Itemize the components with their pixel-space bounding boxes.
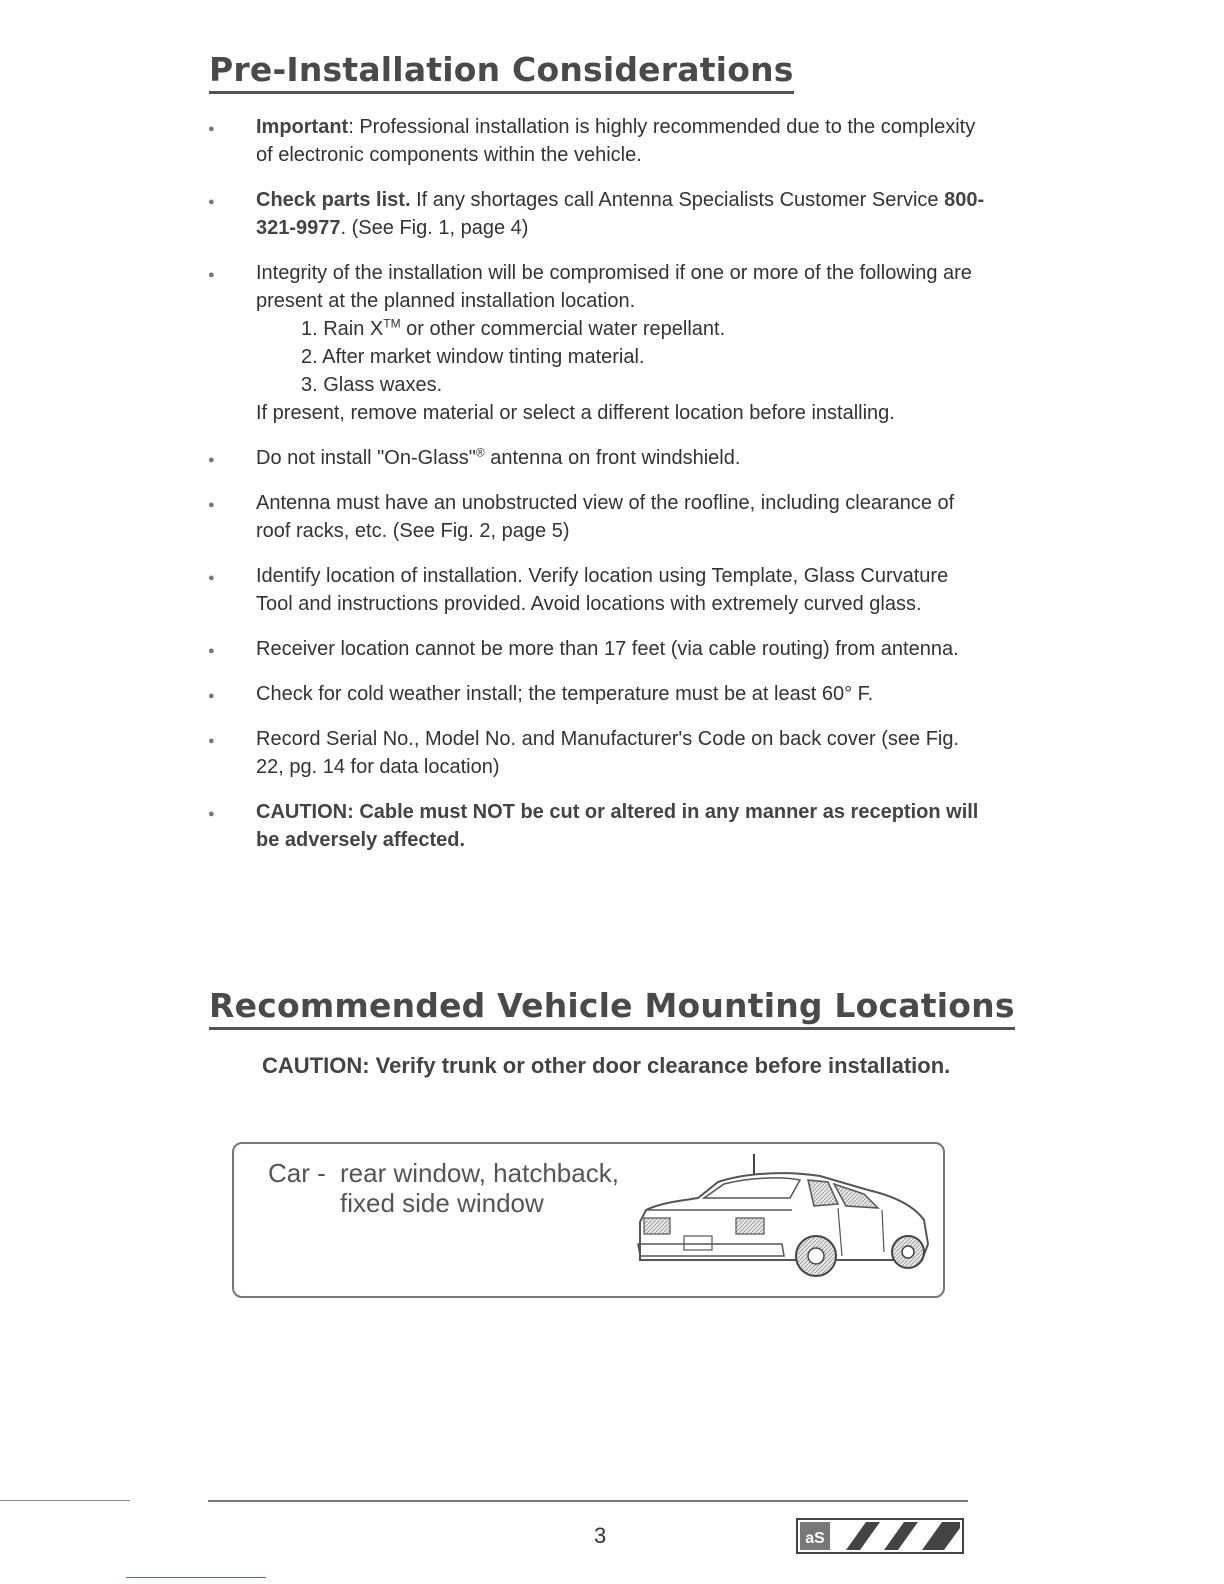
sublist-item: 2. After market window tinting material. — [301, 346, 645, 368]
item-text: : Professional installation is highly recommended due to the complexity of electronic components within the vehicle. — [256, 116, 976, 166]
item-text: Integrity of the installation will be compromised if one or more of the following are present at the planned installation location. — [256, 262, 972, 312]
item-text: Antenna must have an unobstructed view of the roofline, including clearance of roof racks, etc. (See Fig. 2, page 5) — [256, 492, 955, 542]
considerations-list — [206, 113, 986, 871]
item-text-after: antenna on front windshield. — [484, 447, 741, 469]
item-text-after: If present, remove material or select a different location before installing. — [256, 402, 895, 424]
list-item — [206, 562, 986, 618]
footer-rule — [208, 1500, 968, 1502]
footer-link-rule — [126, 1577, 266, 1578]
bold-lead: Important — [256, 116, 349, 138]
bullet-icon: ● — [208, 269, 215, 281]
list-item — [206, 489, 986, 545]
item-text: Do not install "On-Glass" — [256, 447, 476, 469]
trademark-mark: TM — [383, 316, 401, 331]
vehicle-location-box — [232, 1142, 945, 1298]
bullet-icon: ● — [208, 572, 215, 584]
list-item — [206, 680, 986, 708]
list-item — [206, 259, 986, 427]
bullet-icon: ● — [208, 196, 215, 208]
registered-mark: ® — [475, 445, 485, 460]
item-text: If any shortages call Antenna Specialists Customer Service — [410, 189, 945, 211]
sublist-text-after: or other commercial water repellant. — [400, 318, 726, 340]
footer-rule-left — [0, 1500, 130, 1501]
list-item — [206, 798, 986, 854]
vehicle-label-row — [268, 1158, 619, 1189]
item-text-after: . (See Fig. 1, page 4) — [340, 217, 529, 239]
vehicle-location-line2: fixed side window — [340, 1188, 544, 1218]
phone-number: 800-321-9977 — [256, 189, 985, 239]
item-text: Check for cold weather install; the temperature must be at least 60° F. — [256, 683, 874, 705]
item-text: Record Serial No., Model No. and Manufacturer's Code on back cover (see Fig. 22, pg. 14 for data location) — [256, 728, 960, 778]
antenna-specialists-logo-icon — [796, 1518, 966, 1560]
bullet-icon: ● — [208, 454, 215, 466]
door-clearance-caution: CAUTION: Verify trunk or other door clearance before installation. — [262, 1053, 951, 1078]
sublist-text: 1. Rain X — [301, 318, 384, 340]
bullet-icon: ● — [208, 735, 215, 747]
bullet-icon: ● — [208, 123, 215, 135]
bullet-icon: ● — [208, 499, 215, 511]
section-title-pre-installation: Pre-Installation Considerations — [209, 50, 794, 94]
car-illustration-icon — [632, 1152, 932, 1282]
section-title-mounting-locations: Recommended Vehicle Mounting Locations — [209, 986, 1015, 1030]
item-text: Receiver location cannot be more than 17 feet (via cable routing) from antenna. — [256, 638, 959, 660]
logo-letters: aS — [805, 1530, 825, 1547]
item-text: Identify location of installation. Verify location using Template, Glass Curvature Tool and instructions provided. Avoid locations with extremely curved glass. — [256, 565, 949, 615]
vehicle-location-line1: rear window, hatchback, — [340, 1158, 619, 1188]
sublist-item: 3. Glass waxes. — [301, 374, 443, 396]
bold-lead: Check parts list. — [256, 189, 411, 211]
list-item — [206, 725, 986, 781]
contaminants-sublist — [256, 315, 986, 399]
page-number: 3 — [594, 1523, 607, 1548]
vehicle-type: Car - — [268, 1158, 326, 1188]
bullet-icon: ● — [208, 690, 215, 702]
list-item — [206, 444, 986, 472]
list-item — [206, 186, 986, 242]
sublist-item — [301, 315, 986, 343]
cable-caution-text: CAUTION: Cable must NOT be cut or altered in any manner as reception will be adversely affected. — [256, 801, 979, 851]
bullet-icon: ● — [208, 808, 215, 820]
list-item — [206, 113, 986, 169]
bullet-icon: ● — [208, 645, 215, 657]
list-item — [206, 635, 986, 663]
